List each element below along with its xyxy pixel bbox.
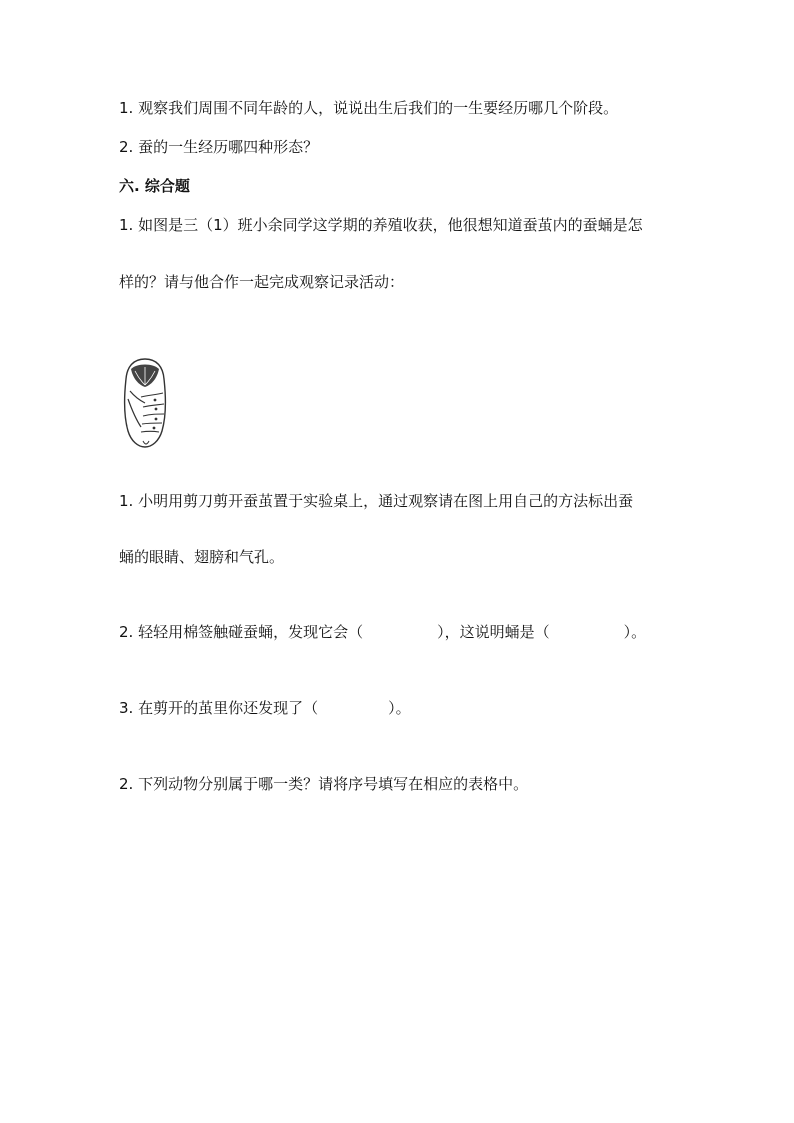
sub-question-1-line1: 1. 小明用剪刀剪开蚕茧置于实验桌上，通过观察请在图上用自己的方法标出蚕 [119, 492, 634, 510]
sub-question-1-line2: 蛹的眼睛、翅膀和气孔。 [119, 548, 285, 566]
comprehensive-q1-line2: 样的？请与他合作一起完成观察记录活动： [119, 273, 405, 291]
silkworm-pupa-icon [121, 357, 169, 449]
question-1: 1. 观察我们周围不同年龄的人，说说出生后我们的一生要经历哪几个阶段。 [119, 99, 619, 117]
sub-question-2-part3: ）。 [623, 623, 647, 641]
question-2: 2. 蚕的一生经历哪四种形态？ [119, 138, 319, 156]
section-title: 六. 综合题 [119, 177, 190, 195]
sub-question-2 [119, 622, 646, 642]
sub-question-3 [119, 698, 411, 718]
sub-question-3-part2: ）。 [388, 699, 411, 717]
comprehensive-question-2: 2. 下列动物分别属于哪一类？请将序号填写在相应的表格中。 [119, 775, 529, 793]
sub-question-2-part1: 2. 轻轻用棉签触碰蚕蛹，发现它会（ [119, 623, 364, 641]
comprehensive-q1-line1: 1. 如图是三（1）班小余同学这学期的养殖收获，他很想知道蚕茧内的蚕蛹是怎 [119, 216, 643, 234]
sub-question-2-part2: ），这说明蛹是（ [437, 623, 550, 641]
sub-question-3-part1: 3. 在剪开的茧里你还发现了（ [119, 699, 319, 717]
